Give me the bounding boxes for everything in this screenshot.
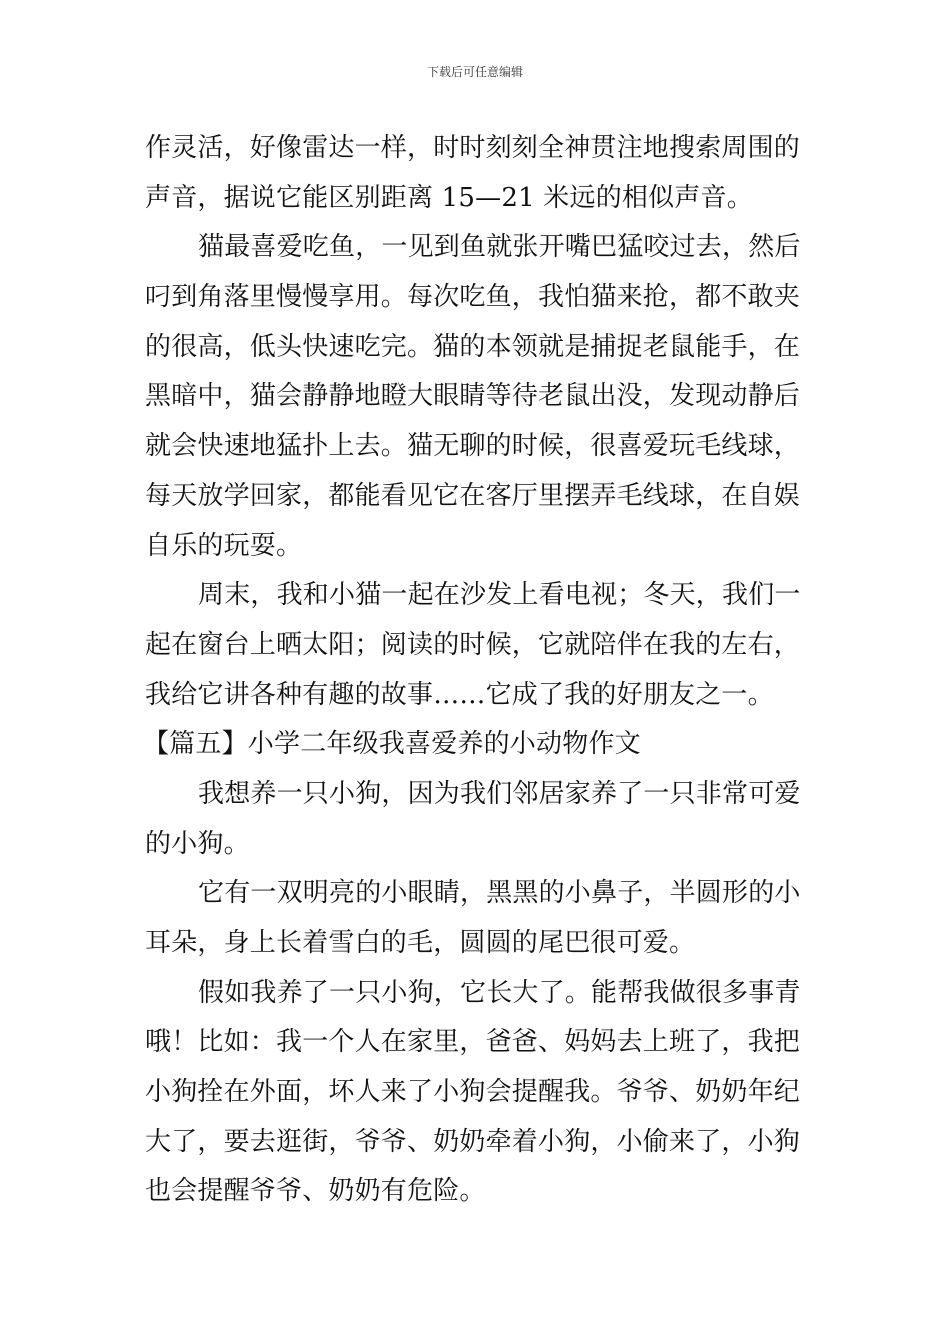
text-line: 黑暗中，猫会静静地瞪大眼睛等待老鼠出没，发现动静后 [145,381,801,412]
text-line: 自乐的玩耍。 [145,530,303,561]
page-header-note: 下载后可任意编辑 [426,65,523,79]
text-line: 起在窗台上晒太阳；阅读的时候，它就陪伴在我的左右， [145,629,801,660]
paragraph-start-line: 猫最喜爱吃鱼，一见到鱼就张开嘴巴猛咬过去，然后 [198,232,801,263]
paragraph-start-line: 周末，我和小猫一起在沙发上看电视；冬天，我们一 [198,580,801,611]
text-line: 声音，据说它能区别距离 15—21 米远的相似声音。 [145,182,753,213]
text-line: 每天放学回家，都能看见它在客厅里摆弄毛线球，在自娱 [145,480,801,511]
text-line: 的很高，低头快速吃完。猫的本领就是捕捉老鼠能手，在 [145,331,801,362]
text-line: 耳朵，身上长着雪白的毛，圆圆的尾巴很可爱。 [145,928,696,958]
paragraph-start-line: 假如我养了一只小狗，它长大了。能帮我做很多事青 [198,977,801,1008]
text-line: 就会快速地猛扑上去。猫无聊的时候，很喜爱玩毛线球， [145,431,801,462]
paragraph-start-line: 它有一双明亮的小眼睛，黑黑的小鼻子，半圆形的小 [198,878,801,909]
text-line: 也会提醒爷爷、奶奶有危险。 [145,1176,486,1207]
document-body [145,124,815,1217]
text-line: 叼到角落里慢慢享用。每次吃鱼，我怕猫来抢，都不敢夹 [145,282,801,313]
text-line: 小狗拴在外面，坏人来了小狗会提醒我。爷爷、奶奶年纪 [145,1077,801,1108]
text-line: 作灵活，好像雷达一样，时时刻刻全神贯注地搜索周围的 [145,133,801,163]
text-line: 的小狗。 [145,828,250,859]
text-line: 我给它讲各种有趣的故事……它成了我的好朋友之一。 [145,679,774,710]
paragraph-start-line: 我想养一只小狗，因为我们邻居家养了一只非常可爱 [198,778,801,809]
text-line: 哦！比如：我一个人在家里，爸爸、妈妈去上班了，我把 [145,1027,801,1058]
section-heading: 【篇五】小学二年级我喜爱养的小动物作文 [143,729,641,760]
text-line: 大了，要去逛街，爷爷、奶奶牵着小狗，小偷来了，小狗 [145,1126,801,1157]
